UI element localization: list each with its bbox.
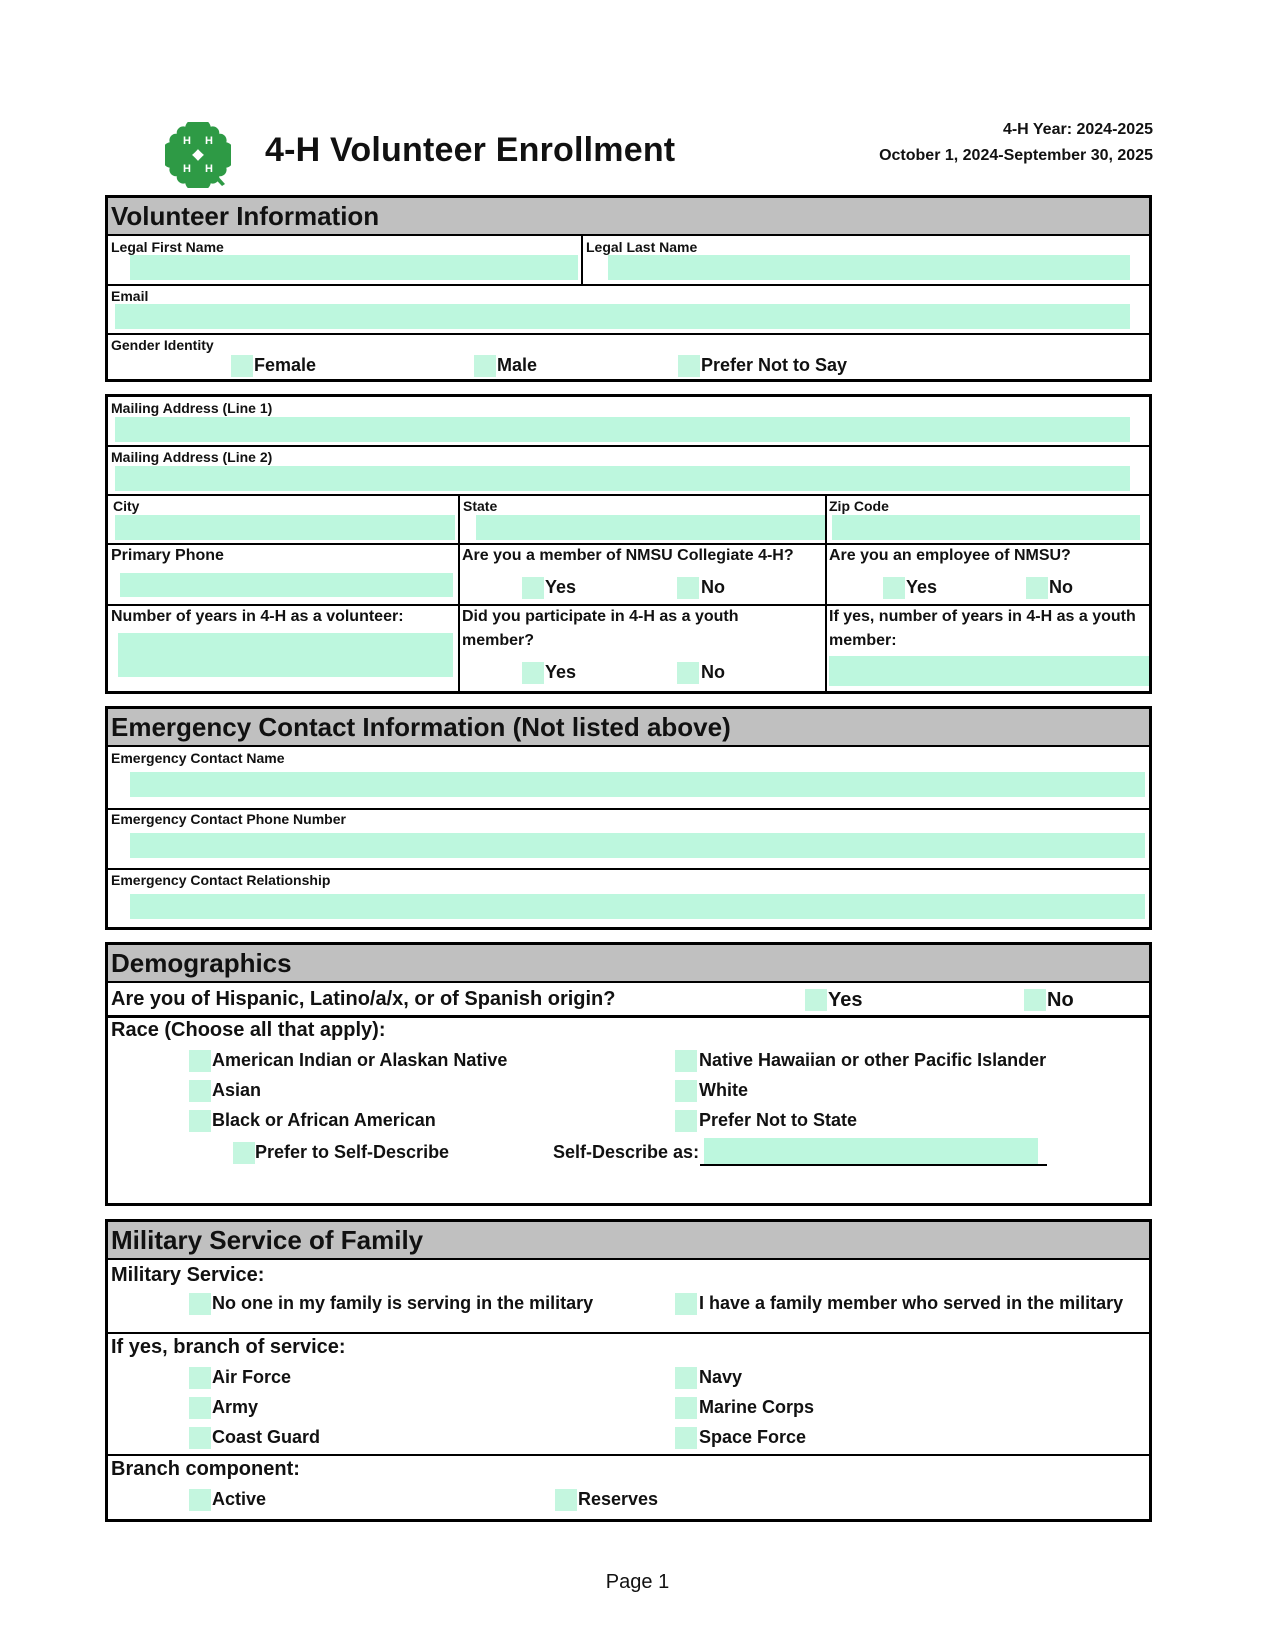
program-year: 4-H Year: 2024-2025 — [1002, 121, 1153, 138]
primary-phone-label: Primary Phone — [111, 547, 224, 564]
last-name-label: Legal Last Name — [586, 239, 698, 255]
city-field[interactable] — [115, 515, 455, 540]
page-number: Page 1 — [605, 1571, 670, 1593]
race-prefer-not-checkbox[interactable] — [675, 1110, 697, 1132]
employee-no-checkbox[interactable] — [1026, 577, 1048, 599]
demographics-section — [105, 942, 1152, 1206]
race-black-checkbox[interactable] — [189, 1110, 211, 1132]
youth-years-label-line2: member: — [829, 632, 897, 649]
divider — [108, 604, 1149, 606]
race-label: Race (Choose all that apply): — [111, 1019, 386, 1041]
branch-coast-guard-label: Coast Guard — [212, 1427, 321, 1447]
divider — [108, 543, 1149, 545]
hispanic-question: Are you of Hispanic, Latino/a/x, or of Spanish origin? — [111, 988, 616, 1010]
branch-label: If yes, branch of service: — [111, 1336, 346, 1358]
emergency-relationship-field[interactable] — [130, 894, 1145, 919]
self-describe-field[interactable] — [704, 1138, 1038, 1164]
employee-no-label: No — [1049, 577, 1073, 597]
section-heading: Military Service of Family — [108, 1222, 1149, 1260]
page-title: 4-H Volunteer Enrollment — [265, 131, 676, 169]
gender-male-checkbox[interactable] — [474, 355, 496, 377]
collegiate-no-label: No — [701, 577, 725, 597]
state-label: State — [463, 498, 498, 514]
state-field[interactable] — [476, 515, 826, 540]
collegiate-question: Are you a member of NMSU Collegiate 4-H? — [462, 547, 794, 564]
svg-text:H: H — [183, 163, 191, 175]
youth-question-line2: member? — [462, 632, 535, 649]
collegiate-no-checkbox[interactable] — [677, 577, 699, 599]
divider — [108, 445, 1149, 447]
race-black-label: Black or African American — [212, 1110, 436, 1130]
military-family-served-checkbox[interactable] — [675, 1293, 697, 1315]
last-name-field[interactable] — [608, 255, 1130, 280]
divider — [108, 284, 1149, 286]
branch-army-checkbox[interactable] — [189, 1397, 211, 1419]
youth-years-field[interactable] — [829, 656, 1149, 686]
employee-question: Are you an employee of NMSU? — [829, 547, 1071, 564]
component-active-checkbox[interactable] — [189, 1489, 211, 1511]
emergency-name-label: Emergency Contact Name — [111, 750, 285, 766]
gender-female-label: Female — [254, 355, 317, 375]
component-reserves-checkbox[interactable] — [555, 1489, 577, 1511]
race-pacific-islander-checkbox[interactable] — [675, 1050, 697, 1072]
divider — [108, 1015, 1149, 1018]
svg-text:H: H — [205, 163, 213, 175]
youth-years-label-line1: If yes, number of years in 4-H as a youth — [829, 608, 1136, 625]
youth-question-line1: Did you participate in 4-H as a youth — [462, 608, 739, 625]
component-reserves-label: Reserves — [578, 1489, 659, 1509]
volunteer-years-field[interactable] — [118, 633, 453, 677]
primary-phone-field[interactable] — [120, 573, 453, 597]
gender-male-label: Male — [497, 355, 538, 375]
volunteer-years-label: Number of years in 4-H as a volunteer: — [111, 608, 404, 625]
emergency-phone-label: Emergency Contact Phone Number — [111, 811, 346, 827]
hispanic-yes-checkbox[interactable] — [805, 989, 827, 1011]
employee-yes-checkbox[interactable] — [883, 577, 905, 599]
branch-air-force-label: Air Force — [212, 1367, 292, 1387]
divider — [825, 494, 827, 694]
section-heading: Demographics — [108, 945, 1149, 983]
branch-space-force-label: Space Force — [699, 1427, 807, 1447]
section-heading: Volunteer Information — [108, 198, 1149, 236]
race-asian-checkbox[interactable] — [189, 1080, 211, 1102]
city-label: City — [113, 498, 140, 514]
gender-prefer-not-checkbox[interactable] — [678, 355, 700, 377]
divider — [458, 494, 460, 694]
military-family-served-label: I have a family member who served in the military — [699, 1293, 1124, 1313]
military-none-checkbox[interactable] — [189, 1293, 211, 1315]
component-active-label: Active — [212, 1489, 267, 1509]
branch-marine-corps-label: Marine Corps — [699, 1397, 815, 1417]
divider — [108, 868, 1149, 870]
collegiate-yes-checkbox[interactable] — [522, 577, 544, 599]
emergency-phone-field[interactable] — [130, 833, 1145, 858]
email-field[interactable] — [115, 304, 1130, 329]
component-label: Branch component: — [111, 1458, 300, 1480]
divider — [108, 1332, 1149, 1334]
program-date-range: October 1, 2024-September 30, 2025 — [879, 147, 1153, 164]
collegiate-yes-label: Yes — [545, 577, 577, 597]
race-american-indian-label: American Indian or Alaskan Native — [212, 1050, 508, 1070]
self-describe-underline — [700, 1164, 1047, 1166]
race-asian-label: Asian — [212, 1080, 262, 1100]
volunteer-information-section — [105, 195, 1152, 382]
branch-space-force-checkbox[interactable] — [675, 1427, 697, 1449]
race-pacific-islander-label: Native Hawaiian or other Pacific Islander — [699, 1050, 1047, 1070]
emergency-name-field[interactable] — [130, 772, 1145, 797]
gender-prefer-not-label: Prefer Not to Say — [701, 355, 848, 375]
divider — [108, 494, 1149, 496]
military-section — [105, 1219, 1152, 1522]
address-line2-label: Mailing Address (Line 2) — [111, 449, 273, 465]
hispanic-yes-label: Yes — [828, 989, 863, 1011]
youth-yes-label: Yes — [545, 662, 577, 682]
race-white-checkbox[interactable] — [675, 1080, 697, 1102]
emergency-relationship-label: Emergency Contact Relationship — [111, 872, 331, 888]
branch-marine-corps-checkbox[interactable] — [675, 1397, 697, 1419]
race-self-describe-label: Prefer to Self-Describe — [255, 1142, 450, 1162]
branch-army-label: Army — [212, 1397, 259, 1417]
divider — [108, 333, 1149, 335]
race-white-label: White — [699, 1080, 748, 1100]
race-self-describe-checkbox[interactable] — [233, 1142, 255, 1164]
emergency-contact-section — [105, 706, 1152, 930]
self-describe-as-label: Self-Describe as: — [553, 1142, 700, 1162]
four-leaf-clover-4h-icon — [165, 122, 231, 188]
branch-coast-guard-checkbox[interactable] — [189, 1427, 211, 1449]
race-american-indian-checkbox[interactable] — [189, 1050, 211, 1072]
svg-text:H: H — [205, 135, 213, 147]
divider — [108, 1454, 1149, 1456]
first-name-label: Legal First Name — [111, 239, 224, 255]
divider — [581, 236, 583, 284]
youth-no-label: No — [701, 662, 725, 682]
race-prefer-not-label: Prefer Not to State — [699, 1110, 858, 1130]
branch-air-force-checkbox[interactable] — [189, 1367, 211, 1389]
youth-yes-checkbox[interactable] — [522, 662, 544, 684]
address-line1-label: Mailing Address (Line 1) — [111, 400, 273, 416]
address-line1-field[interactable] — [115, 417, 1130, 442]
address-section — [105, 394, 1152, 694]
branch-navy-checkbox[interactable] — [675, 1367, 697, 1389]
employee-yes-label: Yes — [906, 577, 938, 597]
gender-label: Gender Identity — [111, 337, 214, 353]
svg-text:H: H — [183, 135, 191, 147]
military-service-label: Military Service: — [111, 1264, 265, 1286]
section-heading: Emergency Contact Information (Not listed above) — [108, 709, 1149, 747]
military-none-label: No one in my family is serving in the military — [212, 1293, 594, 1313]
zip-field[interactable] — [832, 515, 1140, 540]
zip-label: Zip Code — [829, 498, 889, 514]
hispanic-no-checkbox[interactable] — [1024, 989, 1046, 1011]
divider — [108, 808, 1149, 810]
address-line2-field[interactable] — [115, 466, 1130, 491]
gender-female-checkbox[interactable] — [231, 355, 253, 377]
branch-navy-label: Navy — [699, 1367, 743, 1387]
first-name-field[interactable] — [130, 255, 578, 280]
hispanic-no-label: No — [1047, 989, 1074, 1011]
youth-no-checkbox[interactable] — [677, 662, 699, 684]
email-label: Email — [111, 288, 149, 304]
